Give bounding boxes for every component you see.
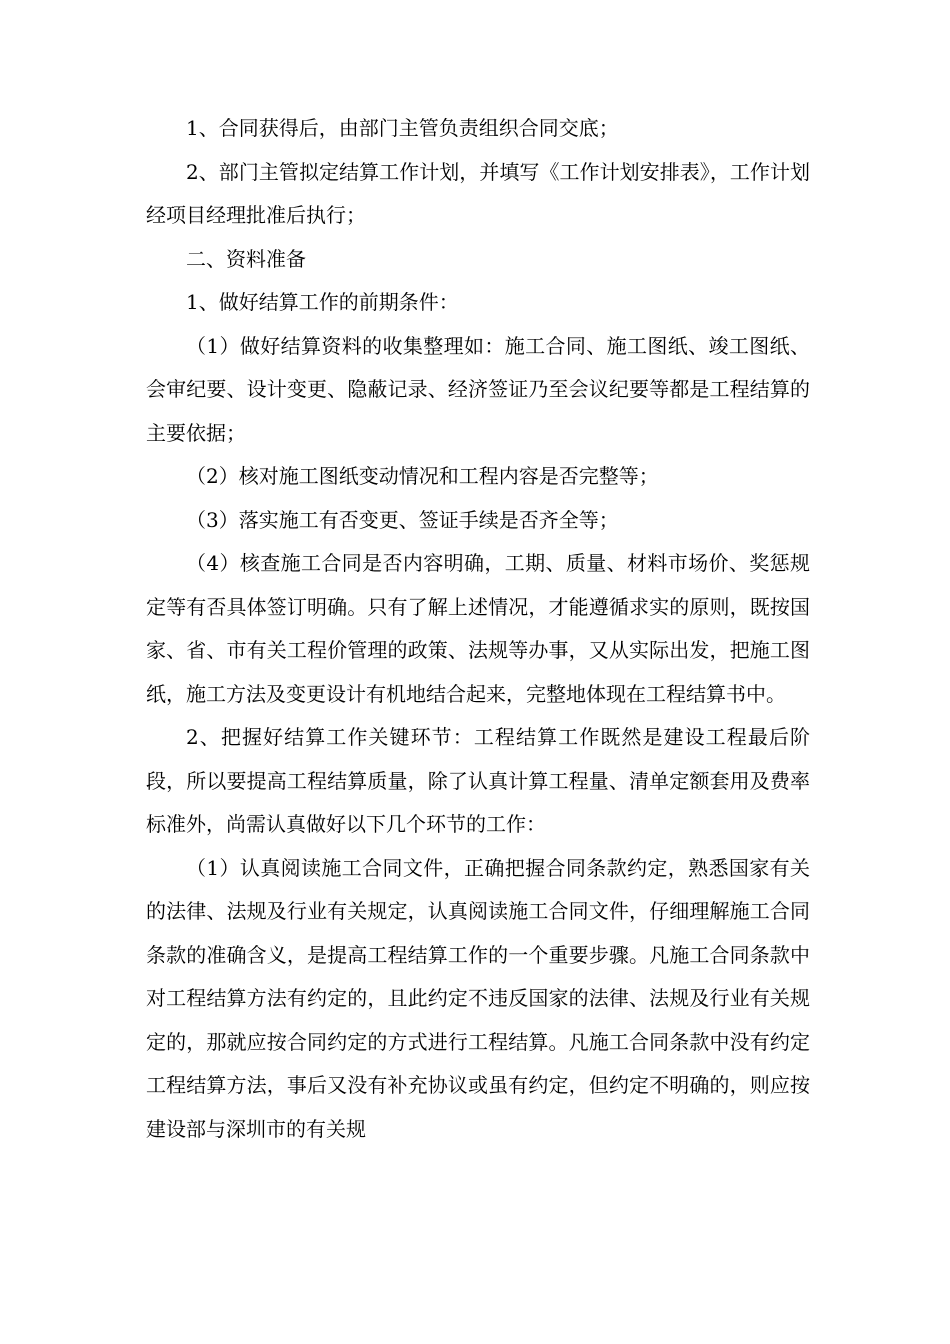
paragraph-item-4: （4）核查施工合同是否内容明确，工期、质量、材料市场价、奖惩规定等有否具体签订明确。只有了解上述情况，才能遵循求实的原则，既按国家、省、市有关工程价管理的政策、法规等办事，又从实际出发，把施工图纸，施工方法及变更设计有机地结合起来，完整地体现在工程结算书中。 (146, 551, 810, 706)
section-heading-materials: 二、资料准备 (186, 246, 306, 271)
paragraph-item-1: （1）做好结算资料的收集整理如：施工合同、施工图纸、竣工图纸、会审纪要、设计变更、隐蔽记录、经济签证乃至会议纪要等都是工程结算的主要依据； (146, 333, 810, 445)
paragraph-key-steps: 2、把握好结算工作关键环节：工程结算工作既然是建设工程最后阶段，所以要提高工程结算质量，除了认真计算工程量、清单定额套用及费率标准外，尚需认真做好以下几个环节的工作： (146, 725, 810, 836)
paragraph-contract-handover: 1、合同获得后，由部门主管负责组织合同交底； (186, 116, 619, 140)
paragraph-preconditions: 1、做好结算工作的前期条件： (186, 290, 459, 314)
paragraph-item-3: （3）落实施工有否变更、签证手续是否齐全等； (186, 507, 619, 532)
paragraph-work-plan: 2、部门主管拟定结算工作计划，并填写《工作计划安排表》，工作计划经项目经理批准后执行； (146, 159, 810, 227)
paragraph-read-contract: （1）认真阅读施工合同文件，正确把握合同条款约定，熟悉国家有关的法律、法规及行业有关规定，认真阅读施工合同文件，仔细理解施工合同条款的准确含义，是提高工程结算工作的一个重要步骤。凡施工合同条款中对工程结算方法有约定的，且此约定不违反国家的法律、法规及行业有关规定的，那就应按合同约定的方式进行工程结算。凡施工合同条款中没有约定工程结算方法，事后又没有补充协议或虽有约定，但约定不明确的，则应按建设部与深圳市的有关规 (146, 855, 810, 1141)
paragraph-item-2: （2）核对施工图纸变动情况和工程内容是否完整等； (186, 464, 659, 488)
document-body (146, 107, 810, 1151)
